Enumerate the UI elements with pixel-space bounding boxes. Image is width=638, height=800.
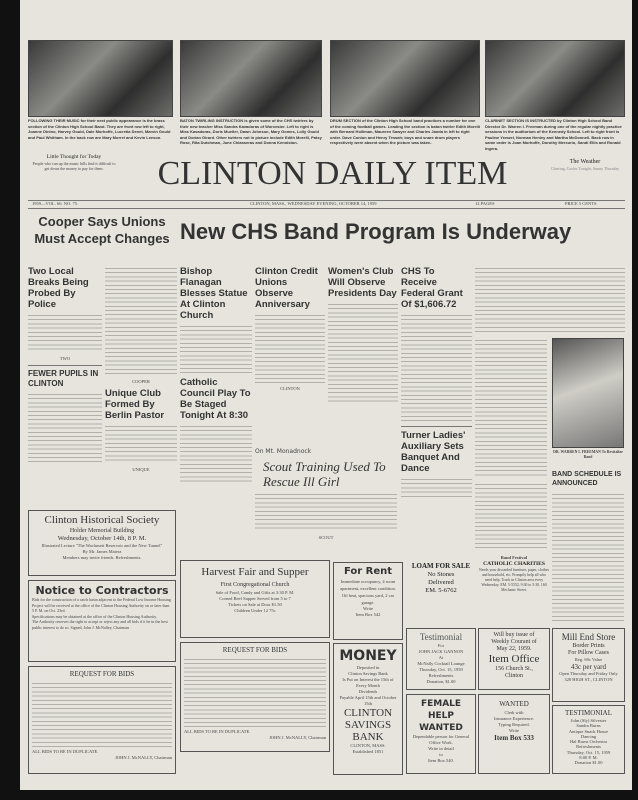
jump-line: CLINTON [280,386,300,391]
ad-line: Border Prints [572,643,605,649]
mill-end-store-ad [552,628,625,702]
ad-title: WANTED [499,700,529,708]
ad-line: Dancing [580,733,597,739]
scout-headline: Scout Training Used To Rescue Ill Girl [263,459,386,489]
jump-line: UNIQUE [132,467,150,472]
ad-title: MONEY [339,648,397,664]
ad-line: Donation, $1.00 [426,679,456,684]
ad-line: Clinton Savings Bank [348,671,388,676]
thought-for-today [30,154,118,171]
catholic-charities-ad [478,555,550,593]
ad-line: 156 Church St., [495,666,533,672]
ad-line: 43c per yard [571,663,606,671]
ad-line: McNally Cocktail Lounge [417,661,465,666]
scout-story [255,448,397,541]
ad-line: Holder Memorial Building [69,528,135,534]
ad-title: Mill End Store [561,632,616,642]
ad-line: CLINTON, MASS. [350,743,386,748]
ad-line: ALL BIDS TO BE IN DUPLICATE. [184,729,251,734]
ad-title: FEMALE HELP WANTED [419,699,463,733]
ad-title: Testimonial [419,632,463,642]
ad-line: Item Box 540. [428,758,454,763]
jump-line: COOPER [132,379,150,384]
ad-line: Children Under 12 75c [234,608,276,613]
photo-caption: FOLLOWING THEIR MUSIC for their next public appearance is the brass section of the Clinton High School Band. They are front row left to right, Joanne Dinino, Harvey Gould, Dale Morhoffe, Lucretia Denet, Marvin Gould and Paul Whitham. In the back row are Mary Morrel and Kevin Leeson. [28,118,171,140]
ad-title: TESTIMONIAL [564,709,613,717]
ad-line: Will buy issue of [493,632,535,638]
female-help-wanted-ad [406,694,476,774]
band-schedule-headline: BAND SCHEDULE IS ANNOUNCED [552,471,622,487]
ad-line: Insurance Experience. [494,716,534,721]
ad-line: Illustrated Lecture "The Wachusett Reservoir and the New Tunnel" [41,543,163,548]
weather-text: Clearing, Cooler Tonight; Sunny Thursday [550,166,620,171]
baton-twirling-photo [180,40,322,117]
ad-line: Typing Required. [498,722,530,727]
ad-line: Needs your discarded furniture, paper, clothes and household, etc. Promptly help all who need help. Truck in Clinton area every Wednesday. EM. 5-5552, 9:30 to 5:30, 160 Mechanic Street. [479,568,549,592]
page-count: 12 PAGES [475,201,495,206]
ad-title: Item Office [488,653,540,665]
ad-line: At [438,655,444,660]
dateline: CLINTON, MASS., WEDNESDAY EVENING, OCTOBER 14, 1959 [250,201,377,206]
ad-title: CATHOLIC CHARITIES [483,561,545,567]
ad-title: For Rent [343,566,393,577]
ad-line: Specifications may be obtained at the office of the Clinton Housing Authority. [32,613,157,619]
freeman-portrait [552,338,624,448]
ad-line: Sandra Burns [576,723,601,729]
ad-line: No Stones [427,571,455,578]
notice-to-contractors-ad [28,580,176,662]
ad-line: Dividends [358,689,378,694]
ad-line: Reg. 69c Value [574,657,603,662]
ad-line: Write in detail [428,746,454,751]
volume-number: 1959—VOL. 66. NO. 75. [32,201,79,206]
ad-line: 8:00 P. M. [579,755,598,761]
ad-line: Deposited in [356,665,380,670]
ad-title: REQUEST FOR BIDS [222,646,288,654]
ad-line: Donation $1.00 [574,760,603,766]
jump-line: SCOUT [318,535,334,540]
weather-title: The Weather [569,159,601,165]
clinton-savings-bank-ad [333,643,403,775]
federal-grant-headline: CHS To Receive Federal Grant Of $1,606.72 [401,266,463,310]
ad-line: Refreshments [576,744,601,750]
turner-ladies-headline: Turner Ladies' Auxiliary Sets Banquet And Dance [401,430,466,474]
newspaper-page [20,0,632,790]
portrait-caption: DR. WARREN I. FREEMAN To Revitalize Band [553,450,623,459]
ad-line: to [439,752,443,757]
ad-line: 328 HIGH ST., CLINTON [564,677,613,682]
price: PRICE 5 CENTS [565,201,597,206]
wanted-clerk-ad [478,694,550,774]
ad-line: Refreshments [428,673,454,678]
ad-title: REQUEST FOR BIDS [69,670,135,678]
ad-line: For [437,643,445,648]
ad-line: Is Put on Interest the 15th of Every Month [342,677,394,688]
ad-line: Dependable person for General Office Work. [412,734,470,745]
cooper-headline: Cooper Says Unions Must Accept Changes [34,214,170,246]
column-e [328,266,398,402]
ad-line: Established 1851 [352,749,384,754]
ad-line: EM. 5-6762 [425,587,457,594]
ad-line: First Congregational Church [220,582,290,588]
newspaper-title: CLINTON DAILY ITEM [157,155,508,192]
request-for-bids-ad [28,666,176,774]
ad-line: Weekly Courant of [491,639,537,645]
ad-title: Clinton Historical Society [44,514,160,526]
ad-line: Item Box 542 [355,612,381,617]
ad-title: Harvest Fair and Supper [201,566,309,578]
ad-line: Members may invite friends. Refreshments. [62,555,142,560]
ad-line: Item Box 533 [494,734,534,742]
testimonial-ad [552,705,625,774]
ad-line: Antique Snack House [568,728,609,734]
ad-line: Sale of Food, Candy and Gifts at 3:30 P. M. [215,590,295,595]
ad-line: Immediate occupancy, 4 room apartment, excellent condition. Oil heat, spacious yard, 2 car garage. [340,579,396,605]
clarinet-section-photo [485,40,625,117]
weather-box [545,158,625,171]
for-rent-ad [333,562,403,640]
thought-text: People who run up the music bills find it difficult to get down the money to pay for them. [32,161,116,171]
ad-line: ALL BIDS TO BE IN DUPLICATE. [32,749,99,754]
photo-caption: DRUM SECTION of the Clinton High School band practices a number for one of the coming football games. Leading the section is baton twirler Edith Morelli with Bernard Holliman, Maureen Sawyer and Charles Janda in left to right order. Dave Conlon and Henry Tessah; boys and snare drum players respectively were absent when the picture was taken. [330,118,481,145]
ad-line: John (Sly) Silvester [570,718,607,723]
ad-line: Thursday, Oct. 15, 1959 [566,749,611,755]
ad-line: Open Thursday and Friday Only [559,671,618,676]
column-f [401,266,472,497]
womens-club-headline: Women's Club Will Observe Presidents Day [328,266,397,299]
courant-wanted-ad [478,628,550,690]
ad-title: LOAM FOR SALE [411,562,471,570]
ad-line: Hal Burns Orchestra [570,739,607,745]
bank-name: CLINTON SAVINGS BANK [343,707,393,743]
ad-line: The Authority reserves the right to accept or reject any and all bids if it be in the best public interest to do so. Signed, John J. McNalley, Chairman [32,619,168,630]
ad-line: JOHN JACK GANNON [418,649,464,654]
column-a [28,266,102,462]
breaks-headline: Two Local Breaks Being Probed By Police [28,266,89,310]
kicker: On Mt. Monadnock [255,448,312,455]
ad-line: Clerk with [504,710,524,715]
ad-line: JOHN J. McNALLY, Chairman [115,755,172,760]
request-for-bids-ad [180,642,330,752]
testimonial-ad [406,628,476,690]
column-b [105,266,177,473]
thought-title: Little Thought for Today [46,154,102,160]
ad-line: Thursday, Oct. 15, 1959 [419,667,463,672]
ad-line: Write [508,728,520,733]
photo-caption: BATON TWIRLING INSTRUCTION is given some of the CHS twirlers by their new teacher Miss Sandra Kavadoras of Worcester. Left to right is Miss Kavadoras, Doris Mueller, Dawn Johnson, Mary Gomes, Lolly Gould and Dorian Girard. Other twirlers not in picture include Edith Morelli, Patsy Rose, Rita Dutchman, June Chiasseras and Donna Kenniston. [180,118,322,145]
ad-line: Write [362,606,374,611]
ad-line: For Pillow Cases [567,650,609,656]
column-c [180,266,252,484]
ad-line: Wednesday, October 14th, 8 P. M. [57,535,147,542]
ad-line: Clinton [504,673,523,679]
fewer-pupils-headline: FEWER PUPILS IN CLINTON [28,369,99,388]
ad-line: Band Festival [500,555,528,560]
unique-club-headline: Unique Club Formed By Berlin Pastor [105,388,165,421]
ad-line: May 22, 1959. [496,646,532,652]
catholic-council-headline: Catholic Council Play To Be Staged Tonight At 8:30 [180,377,251,421]
drum-section-photo [330,40,480,117]
brass-section-photo [28,40,173,117]
ad-line: By Mr. James Matera [82,549,122,554]
ad-line: Corned Beef Supper Served from 5 to 7 [219,596,291,601]
ad-line: JOHN J. McNALLY, Chairman [269,735,326,740]
ad-line: Bids for the construction of a catch basin adjacent to the Federal Low Income Housing Project will be received at the office of the Clinton Housing Authority on or later than 5 P. M. on Oct. 23rd. [32,597,171,613]
harvest-fair-ad [180,560,330,638]
bishop-headline: Bishop Flanagan Blesses Statue At Clinton Church [180,266,248,321]
credit-union-headline: Clinton Credit Unions Observe Anniversary [255,266,318,310]
loam-for-sale-ad [406,562,476,595]
ad-title: Notice to Contractors [35,584,169,597]
ad-line: Delivered [428,579,454,586]
jump-line: TWO [59,356,71,361]
photo-caption: CLARINET SECTION IS INSTRUCTED by Clinton High School Band Director Dr. Warren I. Freeman during one of the regular nightly practice sessions in the auditorium of the Kennedy School. Left to right front is Pauline Yenwel, Norman Henley and Martha McDonnell. Back row in same order is Joan Morhoffe, Dorothy Mercurio, Sandi Ellis and Ronald Ingera. [485,118,622,151]
historical-society-ad [28,510,176,576]
main-headline: New CHS Band Program Is Underway [180,219,572,244]
column-d [255,266,325,392]
ad-line: Payable April 15th and October 15th [339,695,397,706]
ad-line: Tickets on Sale at Door $1.50 [228,602,282,607]
